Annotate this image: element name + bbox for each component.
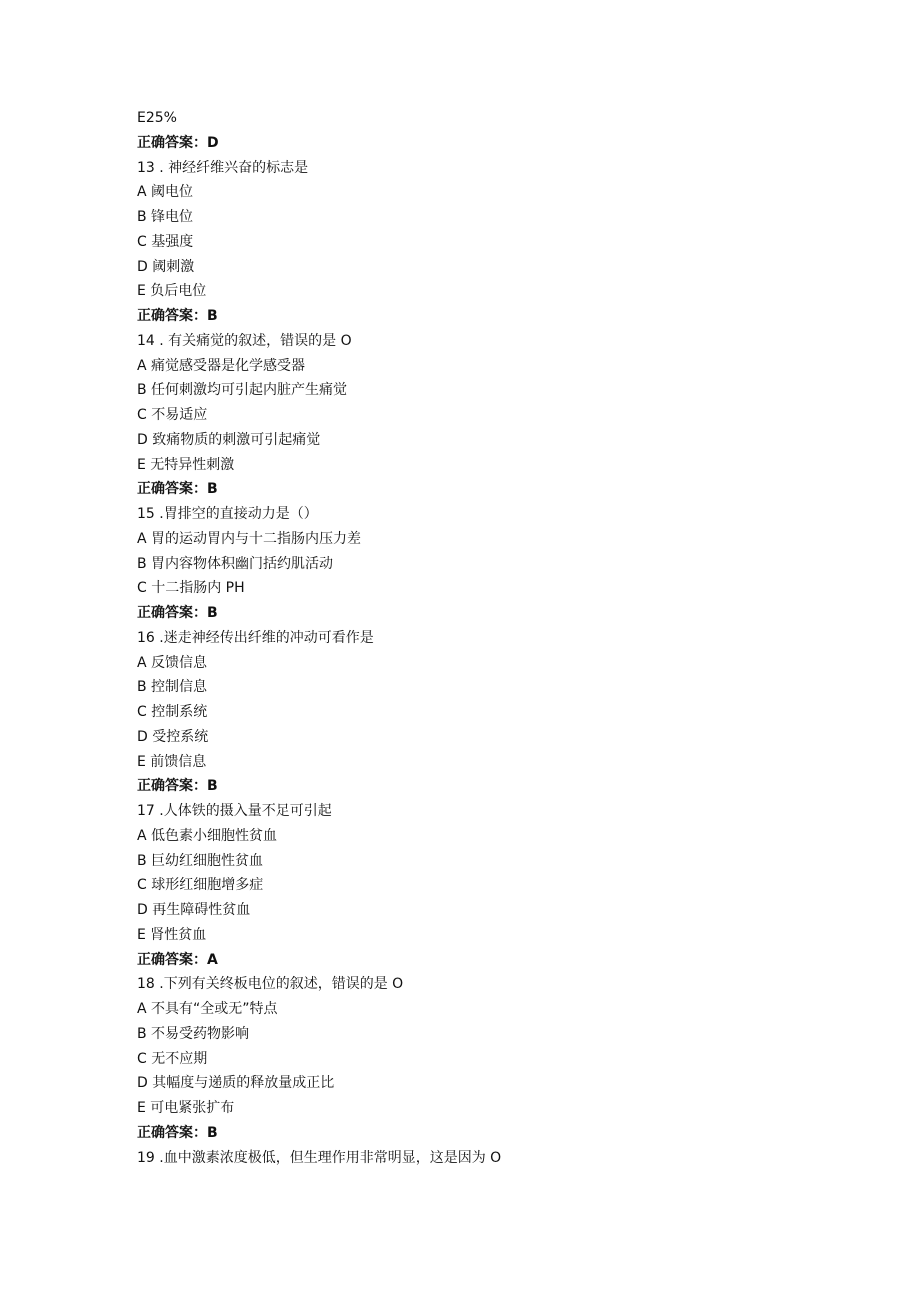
answer-value: B <box>207 1124 218 1141</box>
answer-option: D 其幅度与递质的释放量成正比 <box>137 1075 335 1092</box>
answer-option: B 锋电位 <box>137 209 194 225</box>
document-page <box>137 106 857 1170</box>
correct-answer-line <box>137 477 857 502</box>
answer-value: D <box>207 134 219 151</box>
question-stem: 19 .血中激素浓度极低，但生理作用非常明显，这是因为 O <box>137 1149 502 1166</box>
answer-option: E 可电紧张扩布 <box>137 1100 235 1116</box>
answer-label: 正确答案： <box>137 308 207 324</box>
answer-label: 正确答案： <box>137 605 207 621</box>
answer-option: B 胃内容物体积幽门括约肌活动 <box>137 555 334 572</box>
correct-answer-line <box>137 948 857 973</box>
answer-option: A 痛觉感受器是化学感受器 <box>137 357 306 374</box>
question-stem: 18 .下列有关终板电位的叙述，错误的是 O <box>137 976 404 993</box>
answer-option: A 胃的运动胃内与十二指肠内压力差 <box>137 530 362 547</box>
question-stem: 15 .胃排空的直接动力是（） <box>137 506 318 522</box>
answer-option: B 任何刺激均可引起内脏产生痛觉 <box>137 382 348 399</box>
answer-option: B 不易受药物影响 <box>137 1025 250 1042</box>
answer-option: D 再生障碍性贫血 <box>137 902 251 918</box>
answer-option: A 低色素小细胞性贫血 <box>137 827 278 844</box>
answer-option: E 无特异性刺激 <box>137 456 235 473</box>
correct-answer-line <box>137 304 857 329</box>
question-stem: 17 .人体铁的摄入量不足可引起 <box>137 803 332 819</box>
correct-answer-line <box>137 131 857 156</box>
answer-option: C 无不应期 <box>137 1050 208 1067</box>
answer-label: 正确答案： <box>137 778 207 795</box>
answer-option: C 十二指肠内 PH <box>137 580 245 597</box>
answer-label: 正确答案： <box>137 481 207 498</box>
answer-value: B <box>207 308 218 324</box>
answer-option: D 阈刺激 <box>137 258 195 275</box>
correct-answer-line <box>137 601 857 626</box>
question-stem: 16 .迷走神经传出纤维的冲动可看作是 <box>137 629 374 646</box>
question-stem: 13 . 神经纤维兴奋的标志是 <box>137 159 309 176</box>
answer-option: D 致痛物质的刺激可引起痛觉 <box>137 431 321 448</box>
answer-label: 正确答案： <box>137 1124 207 1141</box>
answer-option: E 肾性贫血 <box>137 926 207 943</box>
answer-value: B <box>207 481 218 498</box>
answer-option: A 不具有“全或无”特点 <box>137 1001 278 1017</box>
answer-option: E 负后电位 <box>137 283 207 300</box>
answer-value: B <box>207 605 218 621</box>
answer-option: C 基强度 <box>137 233 194 250</box>
correct-answer-line <box>137 774 857 799</box>
answer-option: E 前馈信息 <box>137 753 207 770</box>
answer-option: D 受控系统 <box>137 728 209 745</box>
answer-option: B 巨幼红细胞性贫血 <box>137 852 264 869</box>
answer-value: B <box>207 778 218 795</box>
answer-label: 正确答案： <box>137 134 207 151</box>
answer-option: E25% <box>137 110 177 126</box>
answer-option: C 球形红细胞增多症 <box>137 877 264 894</box>
answer-option: B 控制信息 <box>137 679 208 696</box>
answer-label: 正确答案： <box>137 951 207 968</box>
answer-option: C 不易适应 <box>137 407 208 423</box>
answer-option: A 阈电位 <box>137 184 194 201</box>
correct-answer-line <box>137 1121 857 1146</box>
answer-value: A <box>207 951 218 968</box>
answer-option: A 反馈信息 <box>137 654 208 671</box>
answer-option: C 控制系统 <box>137 704 208 720</box>
question-stem: 14 . 有关痛觉的叙述，错误的是 O <box>137 332 352 349</box>
